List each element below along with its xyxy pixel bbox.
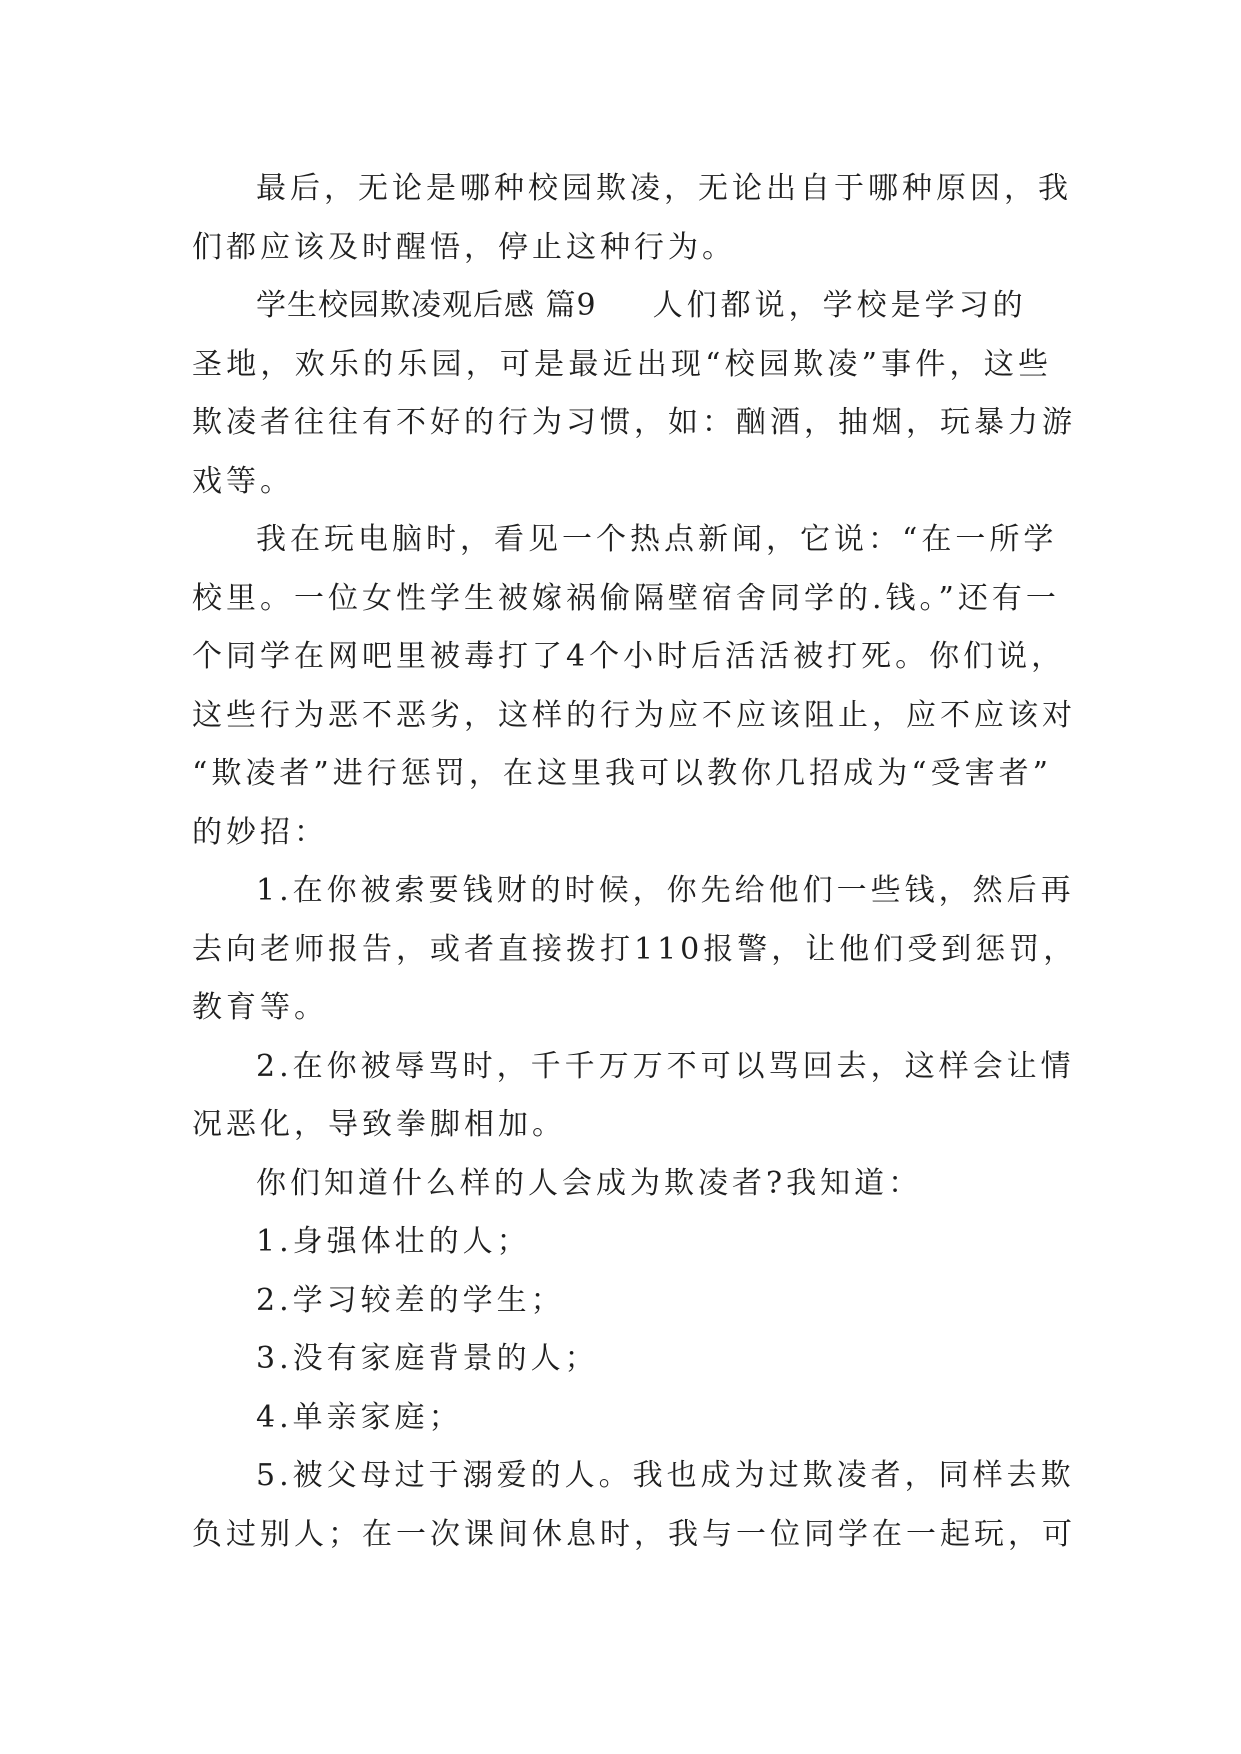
text-line: 个同学在网吧里被毒打了4个小时后活活被打死。你们说， xyxy=(192,639,1066,674)
paragraph xyxy=(192,862,1078,1038)
list-item xyxy=(192,1330,1052,1389)
text-line: 戏等。 xyxy=(192,463,294,499)
text-line: 4.单亲家庭； xyxy=(256,1399,463,1435)
text-line: 的妙招： xyxy=(192,814,328,850)
paragraph xyxy=(192,160,1072,277)
text-line: 最后，无论是哪种校园欺凌，无论出自于哪种原因，我 xyxy=(256,171,1072,206)
text-line: 教育等。 xyxy=(192,990,328,1025)
paragraph xyxy=(192,277,1076,511)
text-line: 圣地，欢乐的乐园，可是最近出现“校园欺凌”事件，这些 xyxy=(192,346,1052,382)
paragraph xyxy=(192,1038,1075,1155)
text-line: “欺凌者”进行惩罚，在这里我可以教你几招成为“受害者” xyxy=(192,756,1052,791)
list-item xyxy=(192,1389,1052,1448)
text-line: 2.学习较差的学生； xyxy=(256,1282,565,1318)
text-line: 去向老师报告，或者直接拨打110报警，让他们受到惩罚， xyxy=(192,931,1078,967)
section-heading: 学生校园欺凌观后感 篇9 xyxy=(256,288,597,323)
text-line: 我在玩电脑时，看见一个热点新闻，它说：“在一所学 xyxy=(256,522,1058,557)
document-body xyxy=(192,160,1078,1564)
text-line: 们都应该及时醒悟，停止这种行为。 xyxy=(192,229,736,265)
list-item xyxy=(192,1213,1052,1272)
list-item xyxy=(192,1272,1052,1331)
text-line: 3.没有家庭背景的人； xyxy=(256,1341,599,1376)
text-line: 欺凌者往往有不好的行为习惯，如：酗酒，抽烟，玩暴力游 xyxy=(192,405,1076,440)
text-fragment: 人们都说，学校是学习的 xyxy=(652,288,1027,323)
text-line: 你们知道什么样的人会成为欺凌者?我知道： xyxy=(256,1165,923,1201)
section-heading-line xyxy=(192,277,1052,336)
paragraph xyxy=(192,1155,1052,1214)
paragraph xyxy=(192,511,1076,862)
text-line: 1.身强体壮的人； xyxy=(256,1224,531,1259)
paragraph xyxy=(192,1447,1076,1564)
text-line: 负过别人；在一次课间休息时，我与一位同学在一起玩，可 xyxy=(192,1516,1076,1552)
text-line: 5.被父母过于溺爱的人。我也成为过欺凌者，同样去欺 xyxy=(256,1458,1075,1493)
text-line: 况恶化，导致拳脚相加。 xyxy=(192,1107,566,1142)
text-line: 2.在你被辱骂时，千千万万不可以骂回去，这样会让情 xyxy=(256,1048,1075,1084)
text-line: 校里。一位女性学生被嫁祸偷隔壁宿舍同学的.钱。”还有一 xyxy=(192,580,1060,616)
text-line: 1.在你被索要钱财的时候，你先给他们一些钱，然后再 xyxy=(256,873,1075,908)
text-line: 这些行为恶不恶劣，这样的行为应不应该阻止，应不应该对 xyxy=(192,697,1076,733)
